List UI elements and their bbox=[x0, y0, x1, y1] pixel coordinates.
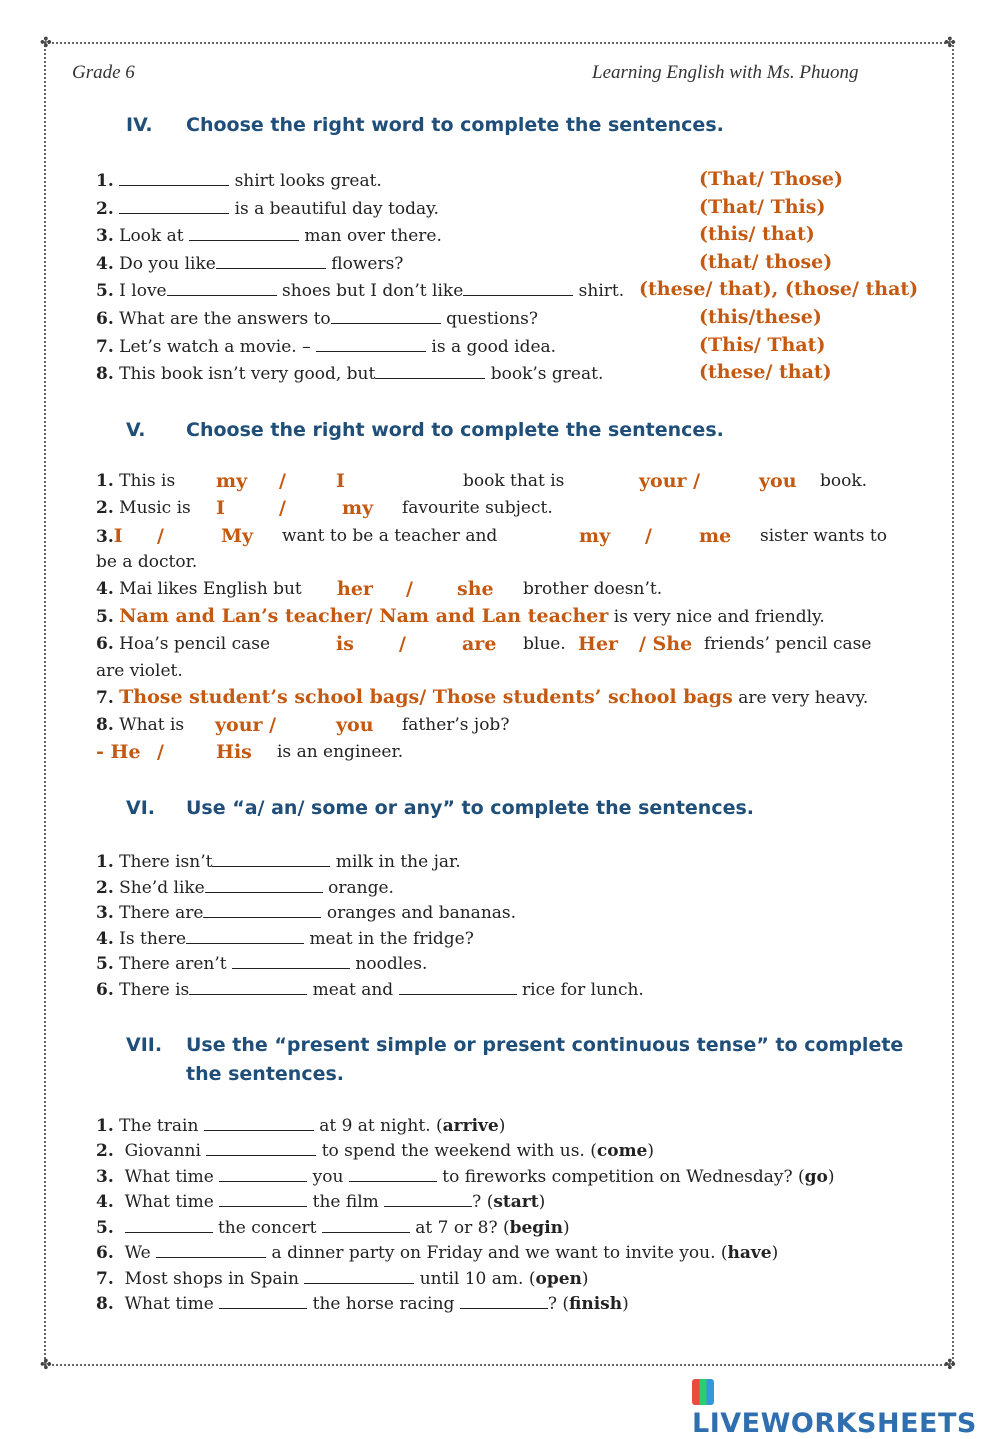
author-label: Learning English with Ms. Phuong bbox=[592, 62, 859, 83]
answer-blank[interactable] bbox=[204, 1116, 314, 1131]
choice-your[interactable]: your / bbox=[639, 470, 701, 492]
choice-are[interactable]: are bbox=[462, 633, 497, 655]
sec6-item-6: 6. There is meat and rice for lunch. bbox=[96, 980, 644, 1000]
sec7-item-8: 8. What time the horse racing ? (finish) bbox=[96, 1294, 629, 1314]
sec4-item-2: 2. is a beautiful day today. bbox=[96, 199, 439, 219]
answer-blank[interactable] bbox=[156, 1243, 266, 1258]
answer-blank[interactable] bbox=[316, 337, 426, 352]
answer-blank[interactable] bbox=[167, 281, 277, 296]
answer-blank[interactable] bbox=[186, 929, 304, 944]
answer-blank[interactable] bbox=[216, 254, 326, 269]
answer-blank[interactable] bbox=[189, 226, 299, 241]
sec5-item-5: 5. Nam and Lan’s teacher/ Nam and Lan teacher is very nice and friendly. bbox=[96, 605, 825, 627]
section-6-heading: VI. Use “a/ an/ some or any” to complete the sentences. bbox=[126, 797, 755, 819]
sec4-item-4: 4. Do you like flowers? bbox=[96, 254, 404, 274]
sec4-item-5: 5. I love shoes but I don’t like shirt. bbox=[96, 281, 625, 301]
liveworksheets-logo: LIVEWORKSHEETS bbox=[692, 1377, 1000, 1439]
sec7-item-6: 6. We a dinner party on Friday and we want to invite you. (have) bbox=[96, 1243, 779, 1263]
answer-blank[interactable] bbox=[219, 1167, 307, 1182]
sec5-item-6: 6. Hoa’s pencil case is / are blue. Her / She friends’ pencil case bbox=[96, 633, 872, 655]
choice-your[interactable]: your / bbox=[215, 714, 277, 736]
answer-blank[interactable] bbox=[375, 364, 485, 379]
answer-blank[interactable] bbox=[232, 954, 350, 969]
sec6-item-1: 1. There isn’t milk in the jar. bbox=[96, 852, 461, 872]
choice-you[interactable]: you bbox=[336, 714, 374, 736]
section-7-heading-cont: the sentences. bbox=[186, 1063, 345, 1085]
choice-my[interactable]: my bbox=[216, 470, 248, 492]
answer-blank[interactable] bbox=[205, 878, 323, 893]
answer-blank[interactable] bbox=[206, 1141, 316, 1156]
answer-blank[interactable] bbox=[399, 980, 517, 995]
answer-blank[interactable] bbox=[384, 1192, 472, 1207]
sec4-options-6[interactable]: (this/these) bbox=[699, 306, 822, 328]
sec6-item-4: 4. Is there meat in the fridge? bbox=[96, 929, 474, 949]
sec5-item-7: 7. Those student’s school bags/ Those students’ school bags are very heavy. bbox=[96, 686, 869, 708]
sec5-item-4: 4. Mai likes English but her / she brother doesn’t. bbox=[96, 578, 663, 600]
sec6-item-3: 3. There are oranges and bananas. bbox=[96, 903, 517, 923]
choice-she[interactable]: she bbox=[457, 578, 494, 600]
sec5-item-1: 1. This is my / I book that is your / you book. bbox=[96, 470, 868, 492]
choice-my[interactable]: my bbox=[342, 497, 374, 519]
choice-her[interactable]: Her bbox=[578, 633, 619, 655]
choice-her[interactable]: her bbox=[337, 578, 373, 600]
answer-blank[interactable] bbox=[119, 171, 229, 186]
sec5-item-2: 2. Music is I / my favourite subject. bbox=[96, 497, 553, 519]
choice-i[interactable]: I bbox=[113, 525, 123, 547]
choice-he[interactable]: - He bbox=[96, 741, 141, 763]
corner-ornament-icon: ✤ bbox=[944, 1357, 956, 1373]
answer-blank[interactable] bbox=[189, 980, 307, 995]
answer-blank[interactable] bbox=[349, 1167, 437, 1182]
section-5-heading: V. Choose the right word to complete the sentences. bbox=[126, 419, 724, 441]
sec4-item-7: 7. Let’s watch a movie. – is a good idea. bbox=[96, 337, 557, 357]
answer-blank[interactable] bbox=[304, 1269, 414, 1284]
answer-blank[interactable] bbox=[125, 1218, 213, 1233]
answer-blank[interactable] bbox=[219, 1294, 307, 1309]
sec7-item-3: 3. What time you to fireworks competition on Wednesday? (go) bbox=[96, 1167, 835, 1187]
sec5-item-8: 8. What is your / you father’s job? bbox=[96, 714, 510, 736]
sec6-item-2: 2. She’d like orange. bbox=[96, 878, 394, 898]
corner-ornament-icon: ✤ bbox=[40, 35, 52, 51]
choice-my[interactable]: My bbox=[221, 525, 254, 547]
answer-blank[interactable] bbox=[331, 309, 441, 324]
choice-you[interactable]: you bbox=[759, 470, 797, 492]
corner-ornament-icon: ✤ bbox=[40, 1357, 52, 1373]
sec4-options-2[interactable]: (That/ This) bbox=[699, 196, 826, 218]
sec4-item-6: 6. What are the answers to questions? bbox=[96, 309, 538, 329]
sec4-item-8: 8. This book isn’t very good, but book’s great. bbox=[96, 364, 604, 384]
sec4-item-3: 3. Look at man over there. bbox=[96, 226, 442, 246]
sec4-options-3[interactable]: (this/ that) bbox=[699, 223, 815, 245]
sec7-item-1: 1. The train at 9 at night. (arrive) bbox=[96, 1116, 506, 1136]
sec7-item-5: 5. the concert at 7 or 8? (begin) bbox=[96, 1218, 570, 1238]
sec4-options-5[interactable]: (these/ that), (those/ that) bbox=[639, 278, 919, 300]
grade-label: Grade 6 bbox=[72, 62, 135, 83]
choice-his[interactable]: His bbox=[216, 741, 252, 763]
choice-me[interactable]: me bbox=[699, 525, 732, 547]
choice-i[interactable]: I bbox=[336, 470, 345, 492]
sec4-options-8[interactable]: (these/ that) bbox=[699, 361, 832, 383]
sec4-options-1[interactable]: (That/ Those) bbox=[699, 168, 843, 190]
answer-blank[interactable] bbox=[219, 1192, 307, 1207]
sec5-item-3: 3.I / My want to be a teacher and my / me sister wants to bbox=[96, 525, 887, 547]
sec7-item-4: 4. What time the film ? (start) bbox=[96, 1192, 546, 1212]
answer-blank[interactable] bbox=[119, 199, 229, 214]
answer-blank[interactable] bbox=[460, 1294, 548, 1309]
section-7-heading: VII. Use the “present simple or present continuous tense” to complete bbox=[126, 1034, 904, 1056]
choice-i[interactable]: I bbox=[216, 497, 225, 519]
sec7-item-2: 2. Giovanni to spend the weekend with us. (come) bbox=[96, 1141, 655, 1161]
corner-ornament-icon: ✤ bbox=[944, 35, 956, 51]
answer-blank[interactable] bbox=[212, 852, 330, 867]
choice-school-bags[interactable]: Those student’s school bags/ Those students’ school bags bbox=[119, 686, 733, 708]
sec7-item-7: 7. Most shops in Spain until 10 am. (open) bbox=[96, 1269, 589, 1289]
answer-blank[interactable] bbox=[322, 1218, 410, 1233]
choice-is[interactable]: is bbox=[336, 633, 354, 655]
sec4-item-1: 1. shirt looks great. bbox=[96, 171, 382, 191]
sec4-options-4[interactable]: (that/ those) bbox=[699, 251, 833, 273]
choice-my[interactable]: my bbox=[579, 525, 611, 547]
logo-icon bbox=[692, 1379, 714, 1405]
sec5-item-8-answer: - He / His is an engineer. bbox=[96, 741, 404, 763]
sec5-item-3-cont: be a doctor. bbox=[96, 552, 198, 572]
sec4-options-7[interactable]: (This/ That) bbox=[699, 334, 826, 356]
answer-blank[interactable] bbox=[203, 903, 321, 918]
choice-she[interactable]: / She bbox=[639, 633, 693, 655]
sec6-item-5: 5. There aren’t noodles. bbox=[96, 954, 428, 974]
choice-teacher[interactable]: Nam and Lan’s teacher/ Nam and Lan teacher bbox=[119, 605, 609, 627]
sec5-item-6-cont: are violet. bbox=[96, 661, 183, 681]
section-4-heading: IV. Choose the right word to complete the sentences. bbox=[126, 114, 724, 136]
answer-blank[interactable] bbox=[463, 281, 573, 296]
